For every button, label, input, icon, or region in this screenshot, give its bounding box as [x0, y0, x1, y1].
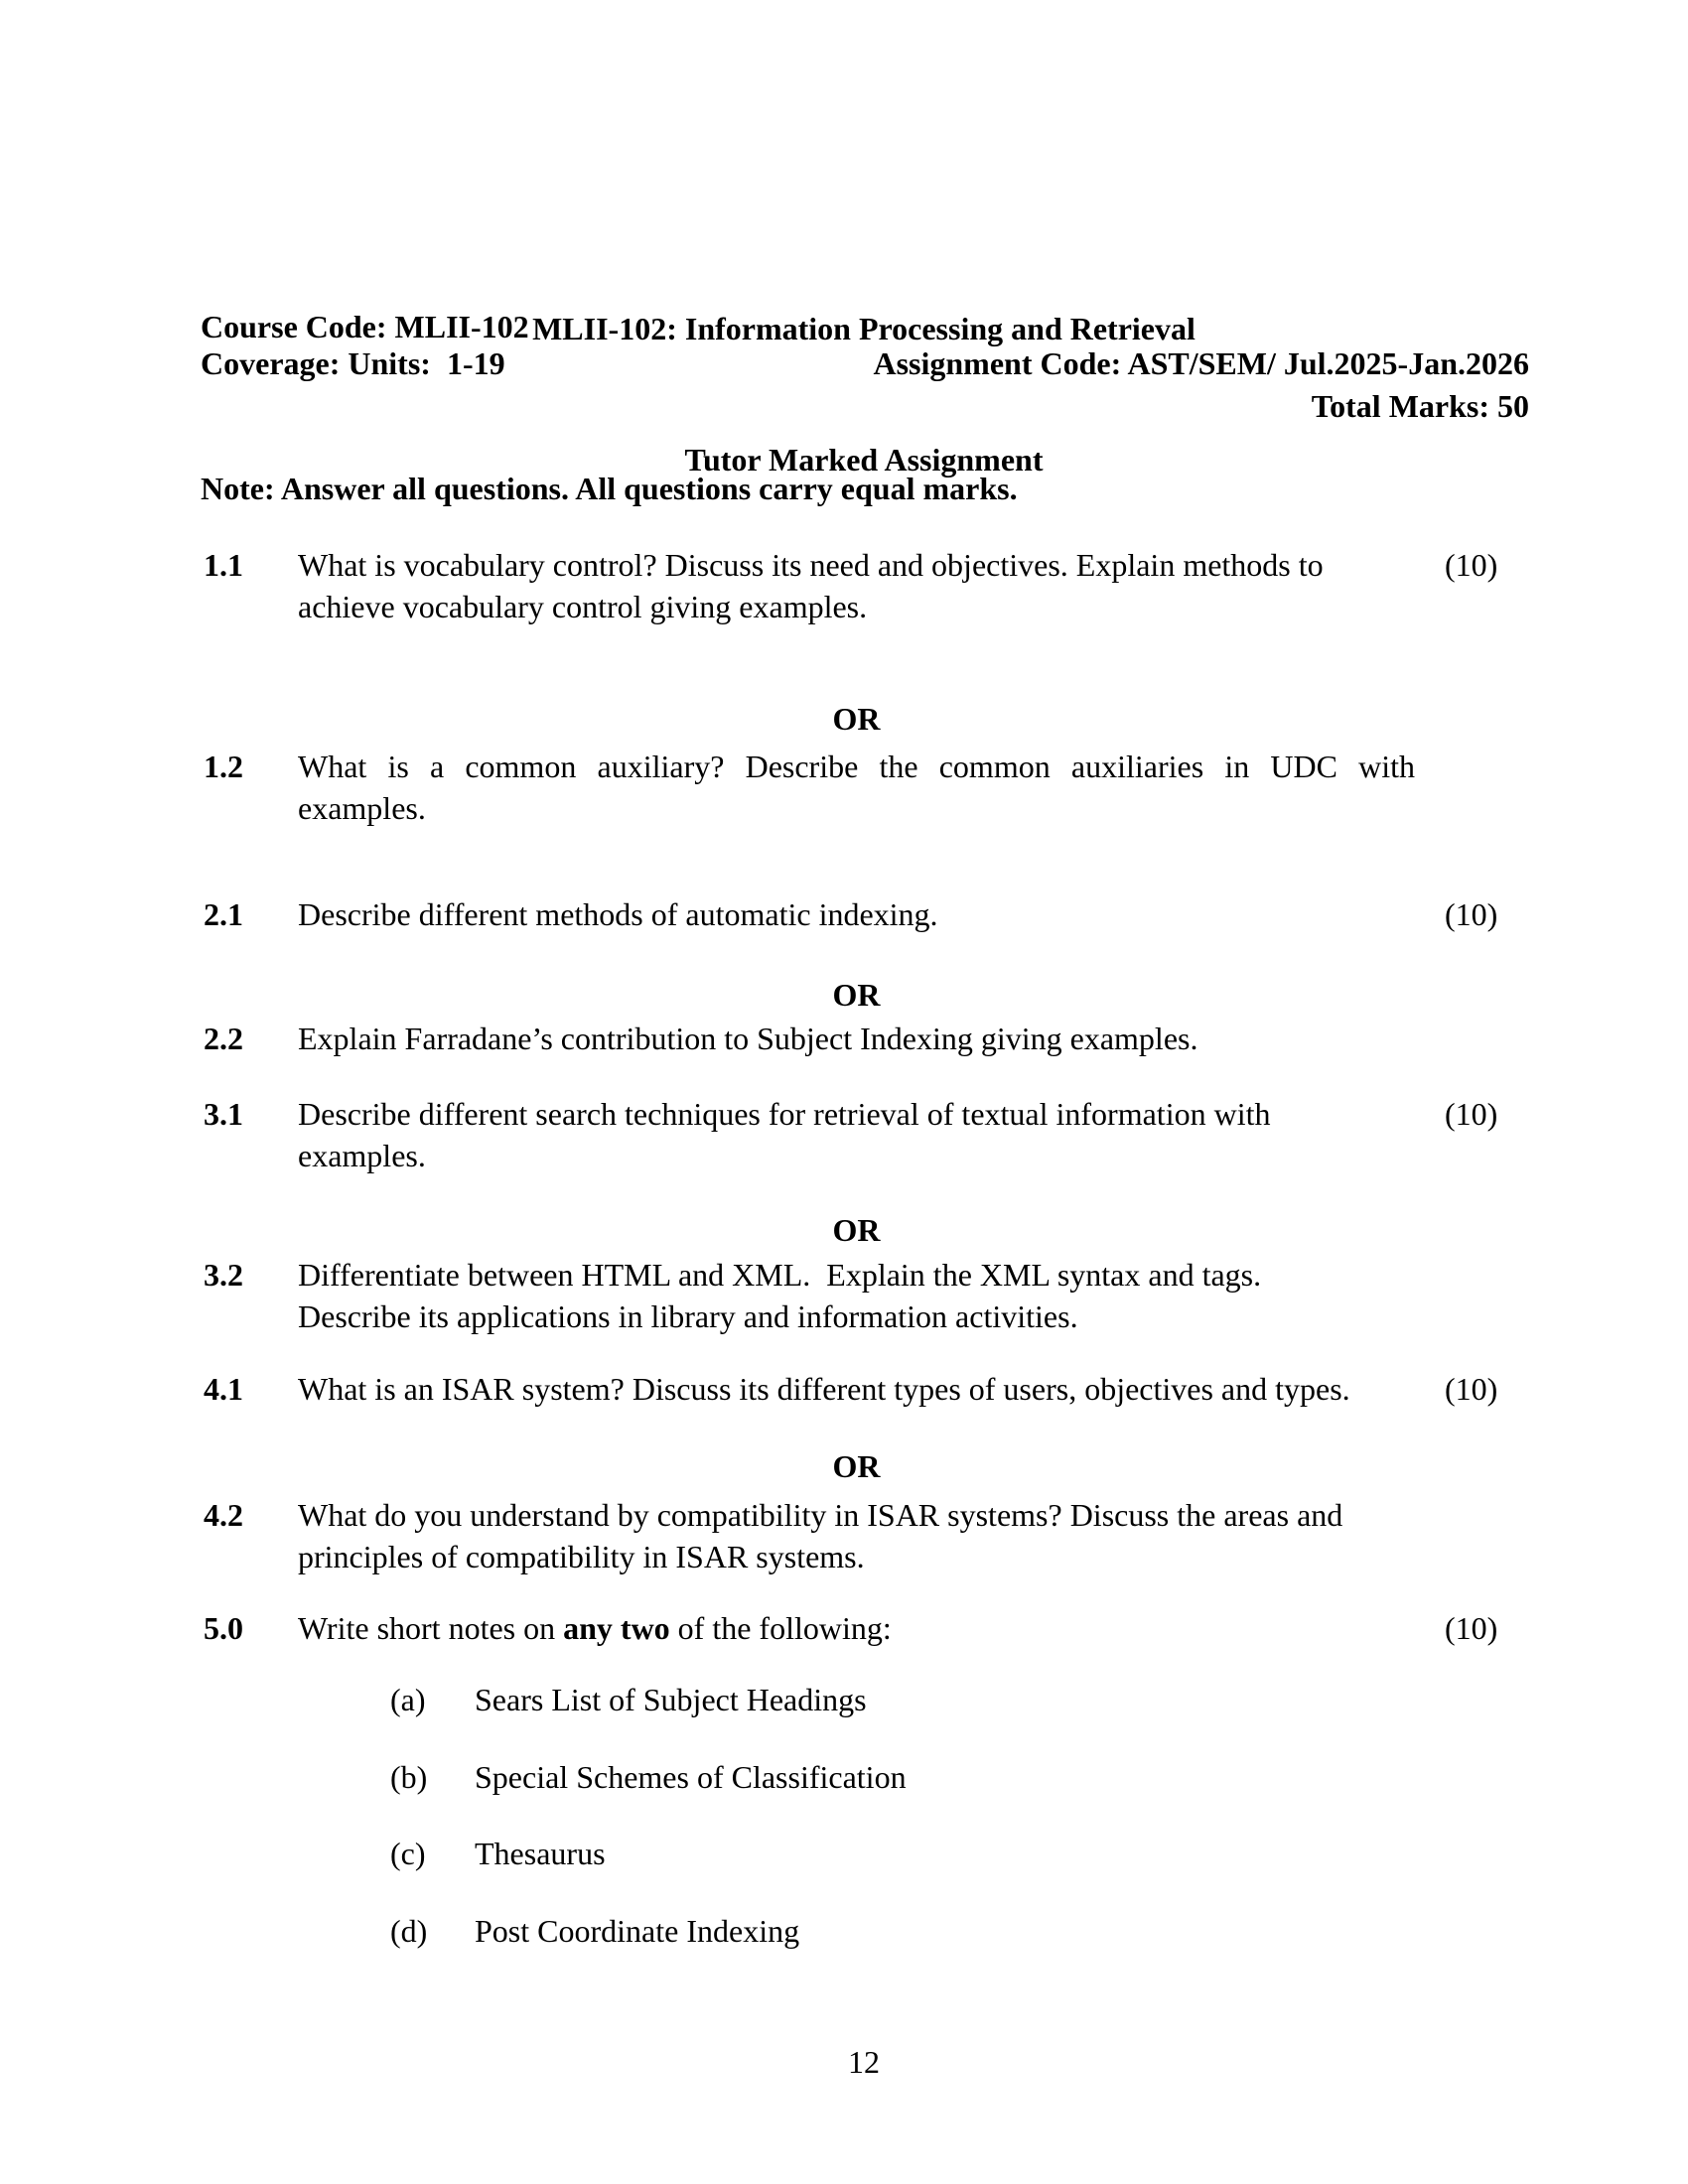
question-number: 4.1	[204, 1371, 243, 1407]
question-marks: (10)	[1445, 1371, 1498, 1407]
question-text: Describe different methods of automatic indexing.	[298, 896, 938, 932]
question-marks: (10)	[1445, 1610, 1498, 1646]
question-text: Describe different search techniques for retrieval of textual information with examples.	[298, 1096, 1271, 1173]
question-marks: (10)	[1445, 547, 1498, 583]
list-item-label: (d)	[390, 1913, 428, 1949]
course-code: Course Code: MLII-102	[201, 309, 529, 344]
or-separator: OR	[832, 1448, 881, 1484]
coverage: Coverage: Units: 1-19	[201, 345, 505, 381]
page-number: 12	[848, 2044, 880, 2080]
question-number: 2.2	[204, 1021, 243, 1056]
question-marks: (10)	[1445, 1096, 1498, 1132]
list-item-label: (a)	[390, 1682, 426, 1717]
total-marks: Total Marks: 50	[1311, 388, 1529, 424]
question-text: Differentiate between HTML and XML. Explain the XML syntax and tags. Describe its applications in library and information activities.	[298, 1257, 1262, 1334]
question-text: What is vocabulary control? Discuss its need and objectives. Explain methods to achieve vocabulary control giving examples.	[298, 547, 1324, 624]
question-number: 5.0	[204, 1610, 243, 1646]
list-item-label: (b)	[390, 1759, 428, 1795]
title-line-2: Tutor Marked Assignment	[684, 442, 1044, 478]
question-text: What do you understand by compatibility in ISAR systems? Discuss the areas and principles of compatibility in ISAR systems.	[298, 1497, 1343, 1574]
question-number: 4.2	[204, 1497, 243, 1533]
assignment-code: Assignment Code: AST/SEM/ Jul.2025-Jan.2026	[873, 345, 1529, 381]
title-line-1: MLII-102: Information Processing and Retrieval	[532, 311, 1196, 346]
bold-any-two: any two	[563, 1610, 670, 1646]
list-item-text: Sears List of Subject Headings	[475, 1682, 867, 1717]
list-item-text: Thesaurus	[475, 1836, 606, 1871]
question-number: 3.1	[204, 1096, 243, 1132]
list-item-label: (c)	[390, 1836, 426, 1871]
question-text: Explain Farradane’s contribution to Subject Indexing giving examples.	[298, 1021, 1198, 1056]
question-text: What is a common auxiliary? Describe the common auxiliaries in UDC with examples.	[298, 749, 1415, 826]
note-line: Note: Answer all questions. All questions carry equal marks.	[201, 471, 1018, 506]
question-number: 3.2	[204, 1257, 243, 1293]
or-separator: OR	[832, 977, 881, 1013]
question-text: What is an ISAR system? Discuss its different types of users, objectives and types.	[298, 1371, 1350, 1407]
or-separator: OR	[832, 701, 881, 737]
question-number: 2.1	[204, 896, 243, 932]
question-number: 1.1	[204, 547, 243, 583]
list-item-text: Post Coordinate Indexing	[475, 1913, 800, 1949]
question-marks: (10)	[1445, 896, 1498, 932]
or-separator: OR	[832, 1212, 881, 1248]
list-item-text: Special Schemes of Classification	[475, 1759, 907, 1795]
question-number: 1.2	[204, 749, 243, 784]
question-text: Write short notes on any two of the following:	[298, 1610, 892, 1646]
